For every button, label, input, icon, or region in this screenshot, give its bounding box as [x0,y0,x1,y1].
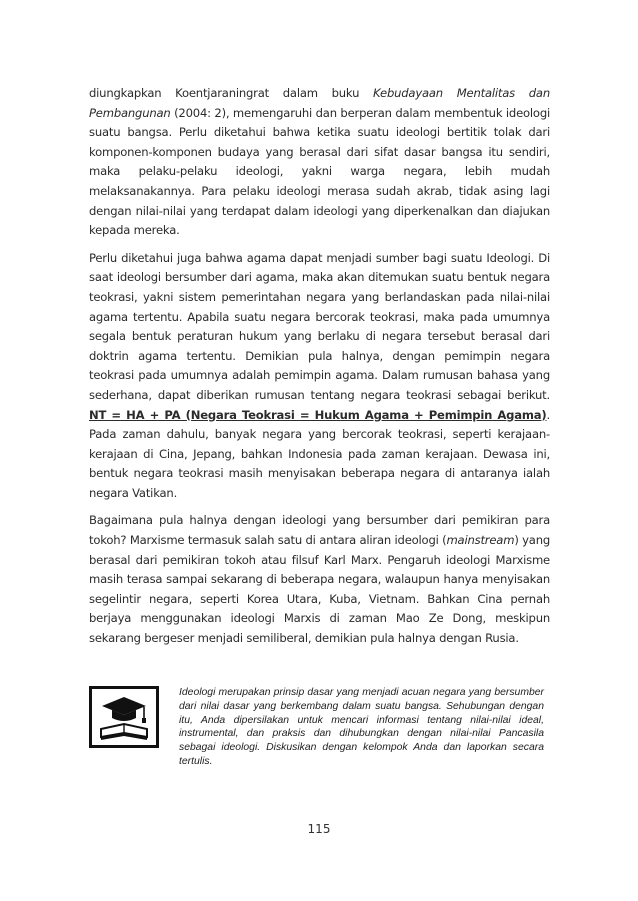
paragraph-1-prefix: diungkapkan Koentjaraningrat dalam buku [89,86,374,100]
graduation-cap-book-icon [89,686,159,748]
theocracy-formula-text: NT = HA + PA (Negara Teokrasi = Hukum Agama + Pemimpin Agama) [89,407,547,422]
paragraph-2-prefix: Perlu diketahui juga bahwa agama dapat menjadi sumber bagi suatu Ideologi. Di saat ideologi bersumber dari agama, maka akan ditemukan suatu bentuk negara teokrasi, yakni sistem pemerintahan negara yang berlandaskan pada nilai-nilai agama tertentu. Apabila suatu negara bercorak teokrasi, maka pada umumnya segala bentuk peraturan hukum yang berlaku di negara tersebut berasal dari doktrin agama tertentu. Demikian pula halnya, dengan pemimpin negara teokrasi pada umumnya adalah pemimpin agama. Dalam rumusan bahasa yang sederhana, dapat diberikan rumusan tentang negara teokrasi sebagai berikut. [89,250,550,402]
paragraph-2-suffix: . Pada zaman dahulu, banyak negara yang bercorak teokrasi, seperti kerajaan-kerajaan di Cina, Jepang, bahkan Indonesia pada zaman kerajaan. Dewasa ini, bentuk negara teokrasi masih menyisakan beberapa negara di antaranya ialah negara Vatikan. [89,407,550,500]
paragraph-1-suffix: (2004: 2), memengaruhi dan berperan dalam membentuk ideologi suatu bangsa. Perlu diketahui bahwa ketika suatu ideologi bertitik tolak dari komponen-komponen budaya yang berasal dari sifat dasar bangsa itu sendiri, maka pelaku-pelaku ideologi, yakni warga negara, lebih mudah melaksanakannya. Para pelaku ideologi merasa sudah akrab, tidak asing lagi dengan nilai-nilai yang terdapat dalam ideologi yang diperkenalkan dan diajukan kepada mereka. [89,105,550,238]
paragraph-2 [89,249,550,504]
activity-instruction: Ideologi merupakan prinsip dasar yang menjadi acuan negara yang bersumber dari nilai dasar yang berkembang dalam suatu bangsa. Sehubungan dengan itu, Anda dipersilakan untuk mencari informasi tentang nilai-nilai ideal, instrumental, dan praksis dan dihubungkan dengan nilai-nilai Pancasila sebagai ideologi. Diskusikan dengan kelompok Anda dan laporkan secara tertulis. [179,687,544,767]
paragraph-1 [89,84,550,241]
activity-box [89,686,550,768]
theocracy-formula [89,408,547,422]
paragraph-3-prefix: Bagaimana pula halnya dengan ideologi yang bersumber dari pemikiran para tokoh? Marxisme termasuk salah satu di antara aliran ideologi ( [89,513,550,548]
page-number: 115 [307,822,331,836]
paragraph-3 [89,511,550,648]
book-title: Kebudayaan Mentalitas dan Pembangunan [89,86,550,120]
mainstream-term: mainstream [446,533,515,548]
paragraph-3-suffix: ) yang berasal dari pemikiran tokoh atau filsuf Karl Marx. Pengaruh ideologi Marxisme masih terasa sampai sekarang di beberapa negara, walaupun hanya menyisakan segelintir negara, seperti Korea Utara, Kuba, Vietnam. Bahkan Cina pernah berjaya menggunakan ideologi Marxis di zaman Mao Ze Dong, meskipun sekarang bergeser menjadi semiliberal, demikian pula halnya dengan Rusia. [89,533,551,646]
body-text [89,84,550,657]
